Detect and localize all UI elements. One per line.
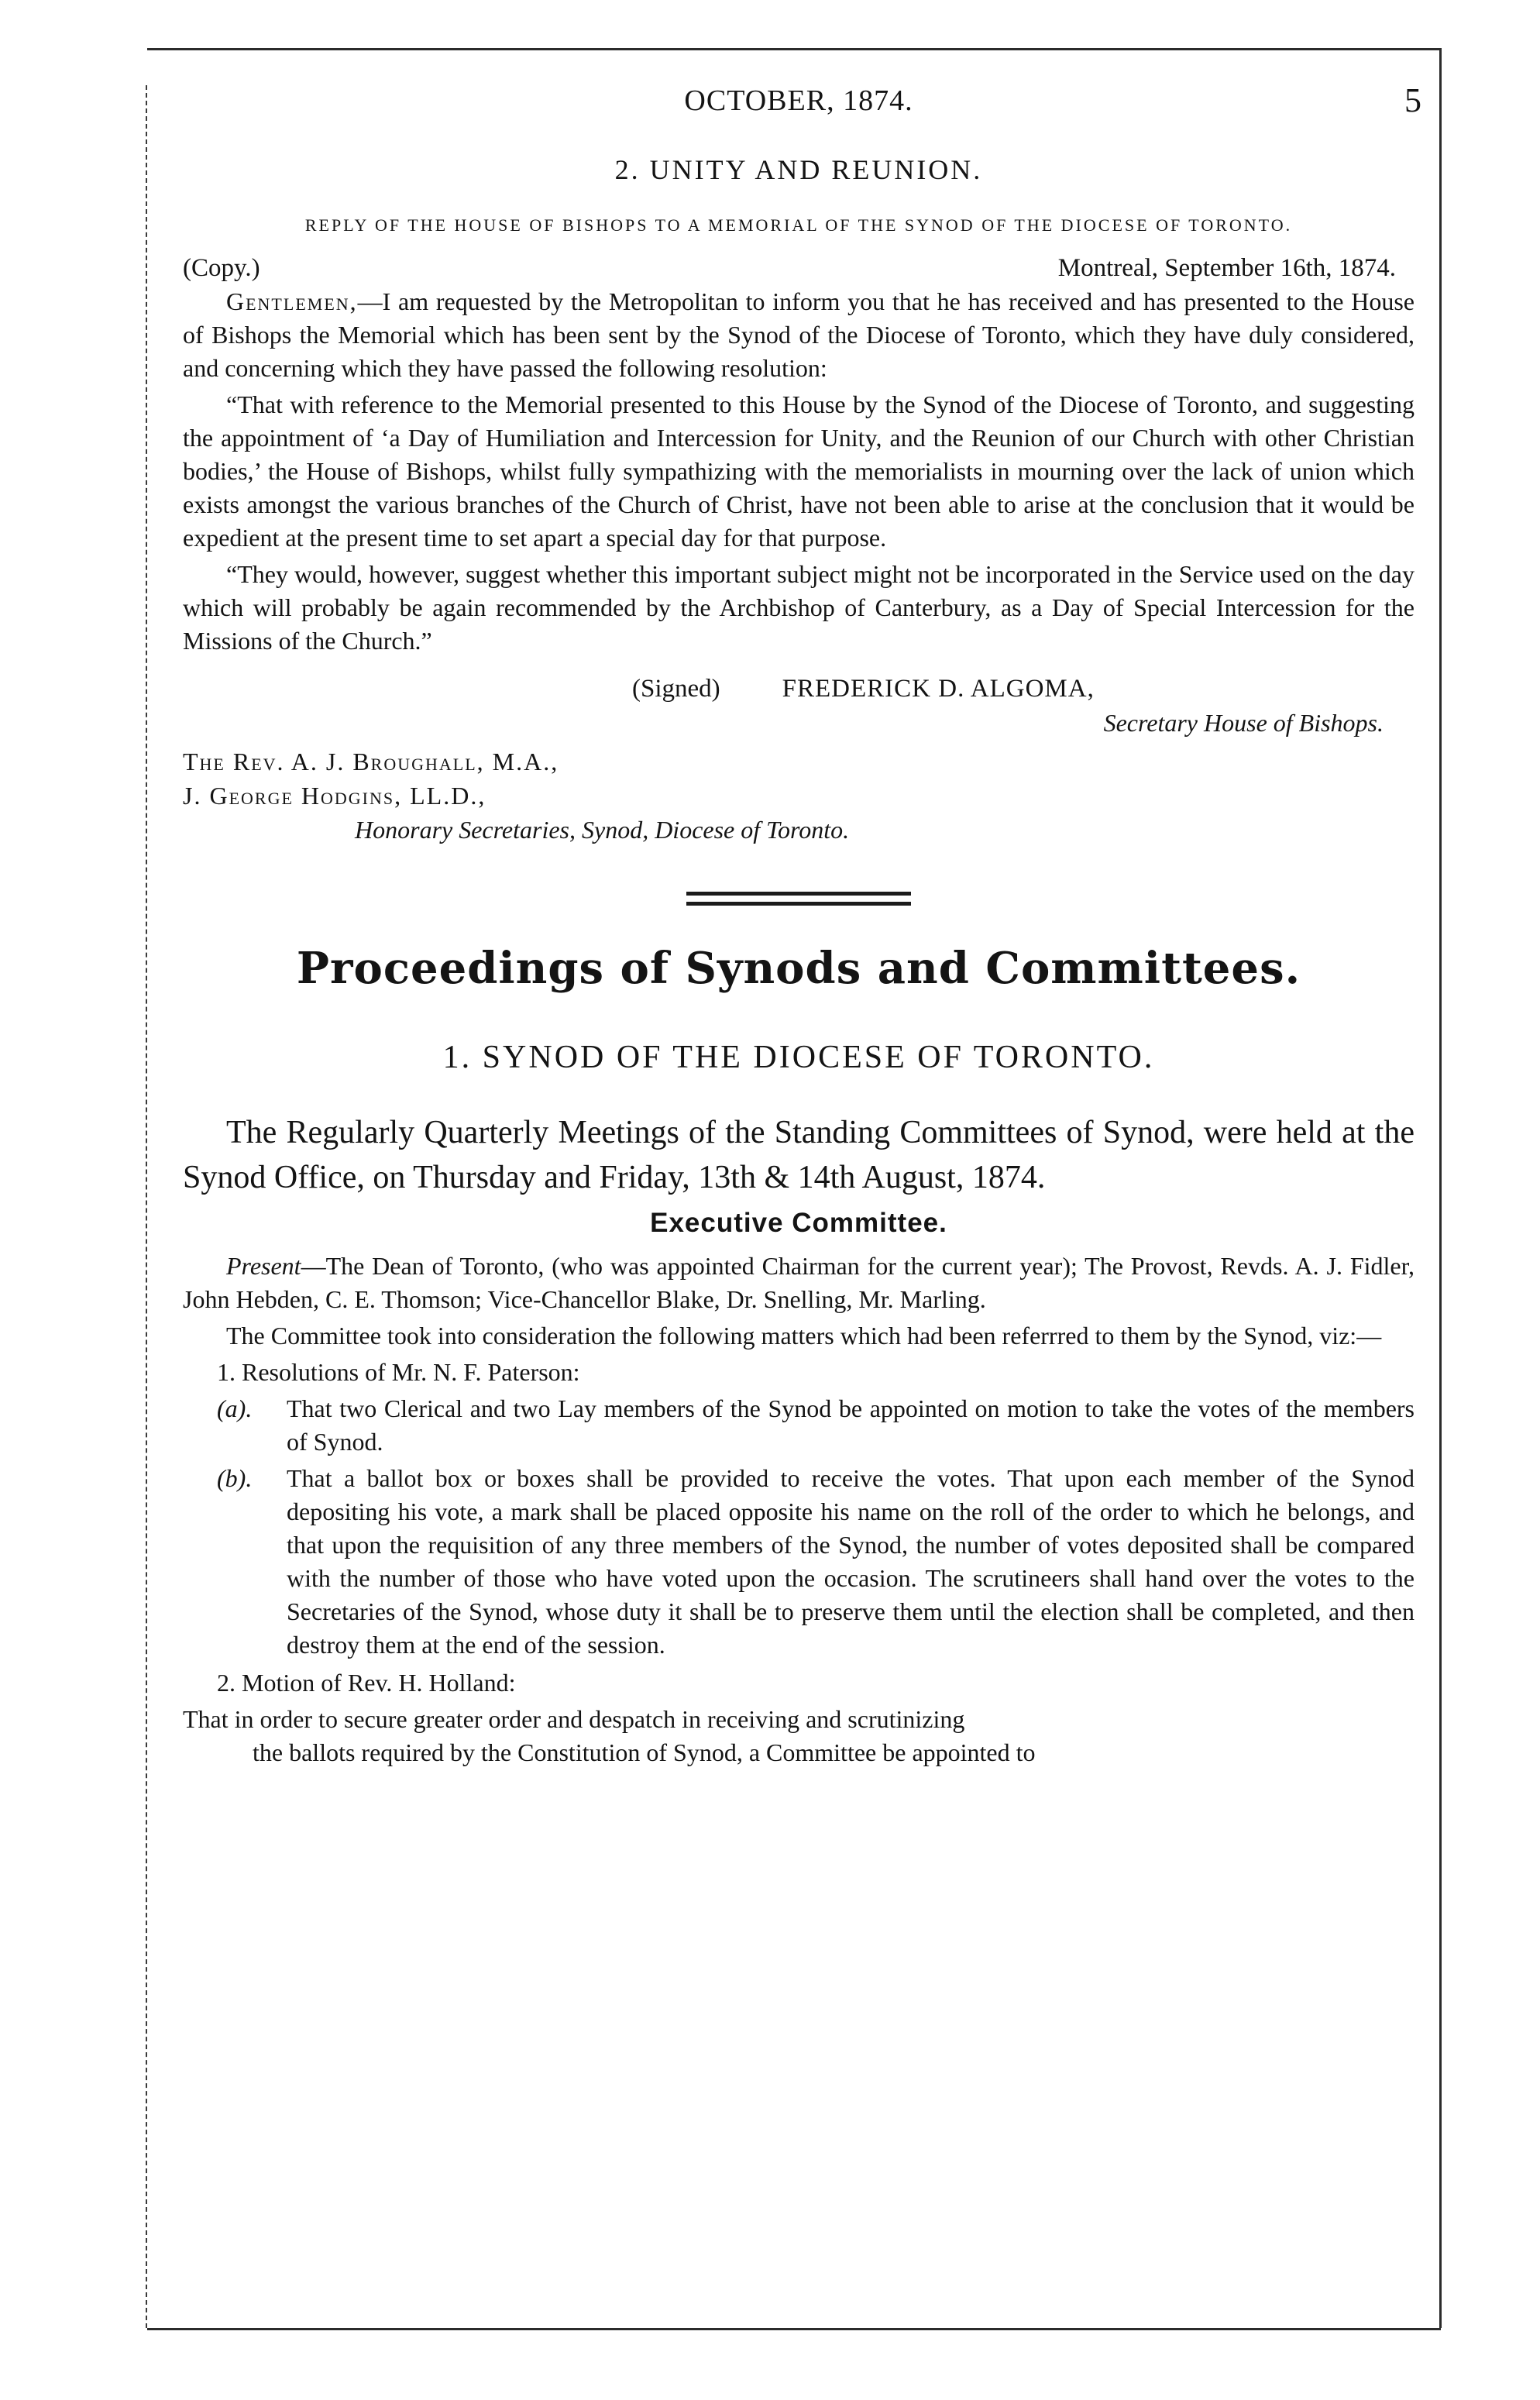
right-border-rule: [1439, 48, 1442, 2328]
signed-label: (Signed): [632, 675, 720, 703]
item-1a: [183, 1392, 1415, 1459]
item-2-text-line-1: That in order to secure greater order and despatch in receiving and scrutinizing: [183, 1705, 965, 1733]
page-column: [183, 77, 1422, 1769]
item-2-heading: 2. Motion of Rev. H. Holland:: [217, 1669, 516, 1697]
section-divider: [686, 892, 911, 906]
dateline: Montreal, September 16th, 1874.: [1057, 254, 1396, 282]
signer-name: FREDERICK D. ALGOMA,: [782, 675, 1095, 703]
item-1a-label: (a).: [217, 1394, 253, 1422]
present-label: Present: [226, 1252, 301, 1280]
bottom-border-rule: [147, 2328, 1441, 2330]
page-number: 5: [1404, 81, 1422, 119]
letter-paragraph-1: [183, 285, 1415, 385]
consideration-paragraph: The Committee took into consideration the following matters which had been referrred to them by the Synod, viz:—: [226, 1322, 1382, 1350]
left-border-rule: [146, 85, 147, 2328]
salutation: Gentlemen,: [226, 287, 358, 315]
item-1b: [183, 1462, 1415, 1662]
running-header: [183, 77, 1422, 124]
resolution-paragraph: “That with reference to the Memorial presented to this House by the Synod of the Diocese of Toronto, and suggesting the appointment of ‘a Day of Humiliation and Intercession for Unity, and the Reunion of our Church with other Christian bodies,’ the House of Bishops, whilst fully sympathizing with the memorialists in mourning over the lack of union which exists amongst the various branches of the Church of Christ, have not been able to arise at the conclusion that it would be expedient at the present time to set apart a special day for that purpose.: [183, 390, 1415, 552]
signature-line: [183, 672, 1415, 706]
present-text: —The Dean of Toronto, (who was appointed Chairman for the current year); The Provost, Revds. A. J. Fidler, John Hebden, C. E. Thomson; Vice-Chancellor Blake, Dr. Snelling, Mr. Marling.: [183, 1252, 1415, 1313]
signer-title: Secretary House of Bishops.: [1103, 709, 1384, 737]
item-1b-text: That a ballot box or boxes shall be provided to receive the votes. That upon each member of the Synod depositing his vote, a mark shall be placed opposite his name on the roll of the order to which he belongs, and that upon the requisition of any three members of the Synod, the number of votes deposited shall be compared with the number of those who have voted upon the occasion. The scrutineers shall hand over the votes to the Secretaries of the Synod, whose duty it shall be to preserve them until the election shall be completed, and then destroy them at the end of the session.: [287, 1464, 1415, 1659]
recipient-1: The Rev. A. J. Broughall, M.A.,: [183, 748, 559, 775]
letter-paragraph-1-text: —I am requested by the Metropolitan to inform you that he has received and has presented to the House of Bishops the Memorial which has been sent by the Synod of the Diocese of Toronto, which they have duly considered, and concerning which they have passed the following resolution:: [183, 287, 1415, 382]
unity-section-heading: 2. UNITY AND REUNION.: [614, 154, 983, 185]
recipients-title: Honorary Secretaries, Synod, Diocese of Toronto.: [355, 816, 850, 844]
item-2-text-line-2: the ballots required by the Constitution of Synod, a Committee be appointed to: [253, 1738, 1036, 1766]
present-paragraph: [183, 1250, 1415, 1316]
copy-dateline-row: [183, 251, 1415, 285]
top-border-rule: [147, 48, 1441, 50]
running-title: OCTOBER, 1874.: [684, 84, 913, 117]
meetings-intro: The Regularly Quarterly Meetings of the Standing Committees of Synod, were held at the Synod Office, on Thursday and Friday, 13th & 14th August, 1874.: [183, 1115, 1415, 1195]
item-1a-text: That two Clerical and two Lay members of the Synod be appointed on motion to take the votes of the members of Synod.: [287, 1394, 1415, 1456]
item-1-heading: 1. Resolutions of Mr. N. F. Paterson:: [217, 1358, 580, 1386]
synod-heading: 1. SYNOD OF THE DIOCESE OF TORONTO.: [442, 1040, 1155, 1075]
item-1b-label: (b).: [217, 1464, 253, 1492]
executive-committee-heading: Executive Committee.: [650, 1208, 947, 1238]
copy-label: (Copy.): [183, 254, 260, 282]
memorial-title: REPLY OF THE HOUSE OF BISHOPS TO A MEMORIAL OF THE SYNOD OF THE DIOCESE OF TORONTO.: [304, 215, 1293, 235]
recipient-2: J. George Hodgins, LL.D.,: [183, 782, 486, 810]
proceedings-title: Proceedings of Synods and Committees.: [296, 943, 1301, 994]
suggestion-paragraph: “They would, however, suggest whether this important subject might not be incorporated in the Service used on the day which will probably be again recommended by the Archbishop of Canterbury, as a Day of Special Intercession for the Missions of the Church.”: [183, 560, 1415, 655]
